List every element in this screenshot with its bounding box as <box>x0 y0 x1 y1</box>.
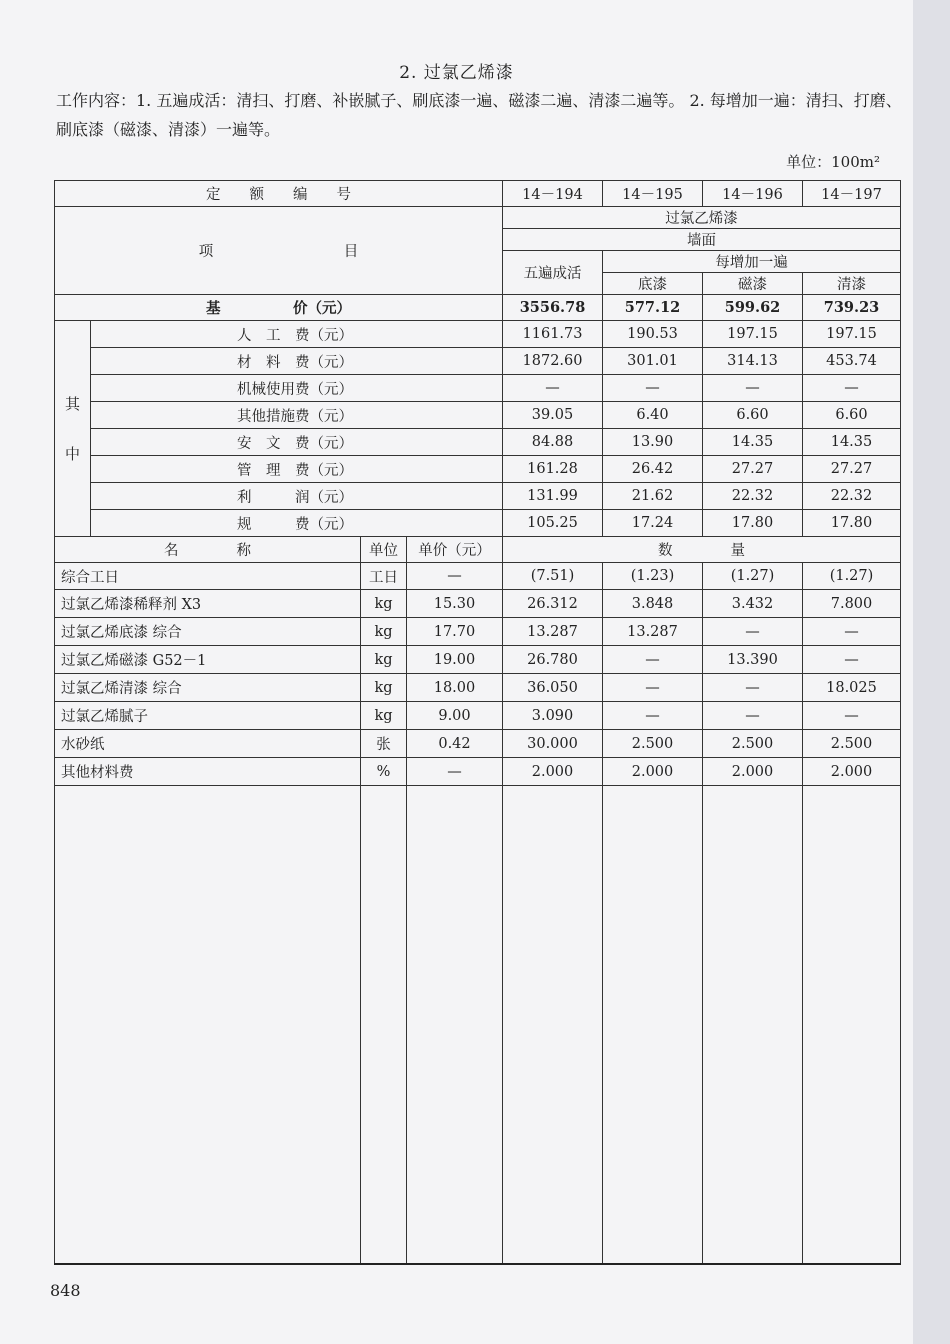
cost-label: 安 文 费（元） <box>91 429 503 456</box>
material-qty: 2.000 <box>803 758 901 786</box>
base-price-row <box>55 295 901 321</box>
material-price: 17.70 <box>407 618 503 646</box>
material-qty: 13.287 <box>503 618 603 646</box>
material-qty: 2.000 <box>703 758 803 786</box>
material-qty: 3.848 <box>603 590 703 618</box>
cost-value: 1872.60 <box>503 348 603 375</box>
code-row <box>55 181 901 207</box>
material-price-header: 单价（元） <box>407 537 503 563</box>
cost-value: 17.80 <box>803 510 901 537</box>
material-unit: kg <box>361 590 407 618</box>
cost-value: 453.74 <box>803 348 901 375</box>
cost-value: 314.13 <box>703 348 803 375</box>
of-which-char: 中 <box>64 444 80 463</box>
material-row <box>55 758 901 786</box>
material-name: 其他材料费 <box>55 758 361 786</box>
labor-value: (1.27) <box>703 563 803 590</box>
cost-value: 13.90 <box>603 429 703 456</box>
five-coats-label: 五遍成活 <box>503 251 603 295</box>
base-price-value: 599.62 <box>703 295 803 321</box>
code-cell: 14－194 <box>503 181 603 207</box>
cost-value: 22.32 <box>803 483 901 510</box>
blank-cell <box>503 786 603 1264</box>
blank-cell <box>361 786 407 1264</box>
material-row <box>55 618 901 646</box>
material-unit: kg <box>361 674 407 702</box>
material-row <box>55 646 901 674</box>
cost-row <box>55 483 901 510</box>
blank-cell <box>703 786 803 1264</box>
material-unit: kg <box>361 646 407 674</box>
material-row <box>55 702 901 730</box>
labor-value: (1.23) <box>603 563 703 590</box>
material-qty: 2.500 <box>703 730 803 758</box>
cost-value: 190.53 <box>603 321 703 348</box>
per-additional-label: 每增加一遍 <box>603 251 901 273</box>
material-qty: 13.287 <box>603 618 703 646</box>
page-edge-shadow <box>913 0 950 1344</box>
material-unit: 张 <box>361 730 407 758</box>
cost-value: — <box>503 375 603 402</box>
material-qty: 2.500 <box>603 730 703 758</box>
cost-label: 规 费（元） <box>91 510 503 537</box>
sub-label-enamel: 磁漆 <box>703 273 803 295</box>
labor-unit: 工日 <box>361 563 407 590</box>
base-price-value: 3556.78 <box>503 295 603 321</box>
quota-table <box>54 180 901 1265</box>
sub-label-varnish: 清漆 <box>803 273 901 295</box>
material-header-row <box>55 537 901 563</box>
cost-value: 14.35 <box>803 429 901 456</box>
cost-label: 机械使用费（元） <box>91 375 503 402</box>
quantity-header: 数 量 <box>503 537 901 563</box>
cost-row <box>55 348 901 375</box>
blank-cell <box>603 786 703 1264</box>
material-qty: — <box>603 646 703 674</box>
cost-label: 其他措施费（元） <box>91 402 503 429</box>
material-name-header: 名 称 <box>55 537 361 563</box>
group-paint-label: 过氯乙烯漆 <box>503 207 901 229</box>
labor-price: — <box>407 563 503 590</box>
sub-label-primer: 底漆 <box>603 273 703 295</box>
material-name: 过氯乙烯清漆 综合 <box>55 674 361 702</box>
material-name: 过氯乙烯漆稀释剂 X3 <box>55 590 361 618</box>
material-row <box>55 730 901 758</box>
cost-value: 17.80 <box>703 510 803 537</box>
material-row <box>55 674 901 702</box>
material-qty: 2.500 <box>803 730 901 758</box>
page-number: 848 <box>50 1281 81 1300</box>
material-row <box>55 590 901 618</box>
material-qty: 13.390 <box>703 646 803 674</box>
material-name: 水砂纸 <box>55 730 361 758</box>
material-price: 19.00 <box>407 646 503 674</box>
material-qty: — <box>803 702 901 730</box>
page-title: 2. 过氯乙烯漆 <box>399 63 514 83</box>
labor-name: 综合工日 <box>55 563 361 590</box>
cost-row <box>55 375 901 402</box>
blank-cell <box>407 786 503 1264</box>
group-row <box>55 207 901 229</box>
of-which-label <box>55 321 91 537</box>
material-qty: 36.050 <box>503 674 603 702</box>
cost-row <box>55 456 901 483</box>
labor-value: (1.27) <box>803 563 901 590</box>
of-which-char: 其 <box>64 394 80 413</box>
cost-value: 6.60 <box>803 402 901 429</box>
cost-row <box>55 510 901 537</box>
cost-label: 管 理 费（元） <box>91 456 503 483</box>
cost-value: 21.62 <box>603 483 703 510</box>
material-price: 18.00 <box>407 674 503 702</box>
material-qty: — <box>703 618 803 646</box>
cost-label: 利 润（元） <box>91 483 503 510</box>
code-cell: 14－197 <box>803 181 901 207</box>
material-qty: — <box>803 646 901 674</box>
material-unit: kg <box>361 702 407 730</box>
code-label: 定 额 编 号 <box>55 181 503 207</box>
material-qty: 2.000 <box>603 758 703 786</box>
material-unit: % <box>361 758 407 786</box>
cost-value: 14.35 <box>703 429 803 456</box>
cost-value: 6.40 <box>603 402 703 429</box>
cost-value: 131.99 <box>503 483 603 510</box>
material-price: 9.00 <box>407 702 503 730</box>
cost-value: 84.88 <box>503 429 603 456</box>
cost-row <box>55 321 901 348</box>
cost-value: — <box>603 375 703 402</box>
labor-row <box>55 563 901 590</box>
cost-value: 197.15 <box>703 321 803 348</box>
cost-value: — <box>703 375 803 402</box>
base-price-value: 739.23 <box>803 295 901 321</box>
material-name: 过氯乙烯磁漆 G52－1 <box>55 646 361 674</box>
blank-filler-row <box>55 786 901 1264</box>
material-name: 过氯乙烯腻子 <box>55 702 361 730</box>
material-qty: — <box>603 674 703 702</box>
cost-value: 27.27 <box>803 456 901 483</box>
material-qty: 3.090 <box>503 702 603 730</box>
blank-cell <box>55 786 361 1264</box>
material-unit: kg <box>361 618 407 646</box>
material-name: 过氯乙烯底漆 综合 <box>55 618 361 646</box>
material-qty: 7.800 <box>803 590 901 618</box>
material-qty: — <box>603 702 703 730</box>
code-cell: 14－196 <box>703 181 803 207</box>
material-qty: — <box>703 702 803 730</box>
material-qty: — <box>703 674 803 702</box>
material-price: 15.30 <box>407 590 503 618</box>
cost-value: 197.15 <box>803 321 901 348</box>
cost-value: 22.32 <box>703 483 803 510</box>
cost-label: 材 料 费（元） <box>91 348 503 375</box>
blank-cell <box>803 786 901 1264</box>
unit-note: 单位：100m² <box>786 153 880 171</box>
cost-value: 105.25 <box>503 510 603 537</box>
material-qty: — <box>803 618 901 646</box>
cost-value: 6.60 <box>703 402 803 429</box>
material-unit-header: 单位 <box>361 537 407 563</box>
labor-value: (7.51) <box>503 563 603 590</box>
base-price-label: 基 价（元） <box>55 295 503 321</box>
cost-row <box>55 429 901 456</box>
material-qty: 18.025 <box>803 674 901 702</box>
work-content: 工作内容：1. 五遍成活：清扫、打磨、补嵌腻子、刷底漆一遍、磁漆二遍、清漆二遍等。 2. 每增加一遍：清扫、打磨、刷底漆（磁漆、清漆）一遍等。 <box>56 91 902 139</box>
code-cell: 14－195 <box>603 181 703 207</box>
cost-value: 1161.73 <box>503 321 603 348</box>
item-label: 项 目 <box>55 207 503 295</box>
cost-value: 26.42 <box>603 456 703 483</box>
cost-value: 17.24 <box>603 510 703 537</box>
material-qty: 2.000 <box>503 758 603 786</box>
material-price: 0.42 <box>407 730 503 758</box>
material-qty: 3.432 <box>703 590 803 618</box>
material-price: — <box>407 758 503 786</box>
material-qty: 26.780 <box>503 646 603 674</box>
cost-value: 27.27 <box>703 456 803 483</box>
cost-value: 161.28 <box>503 456 603 483</box>
cost-label: 人 工 费（元） <box>91 321 503 348</box>
cost-row <box>55 402 901 429</box>
base-price-value: 577.12 <box>603 295 703 321</box>
cost-value: 39.05 <box>503 402 603 429</box>
material-qty: 26.312 <box>503 590 603 618</box>
group-wall-label: 墙面 <box>503 229 901 251</box>
material-qty: 30.000 <box>503 730 603 758</box>
cost-value: — <box>803 375 901 402</box>
cost-value: 301.01 <box>603 348 703 375</box>
